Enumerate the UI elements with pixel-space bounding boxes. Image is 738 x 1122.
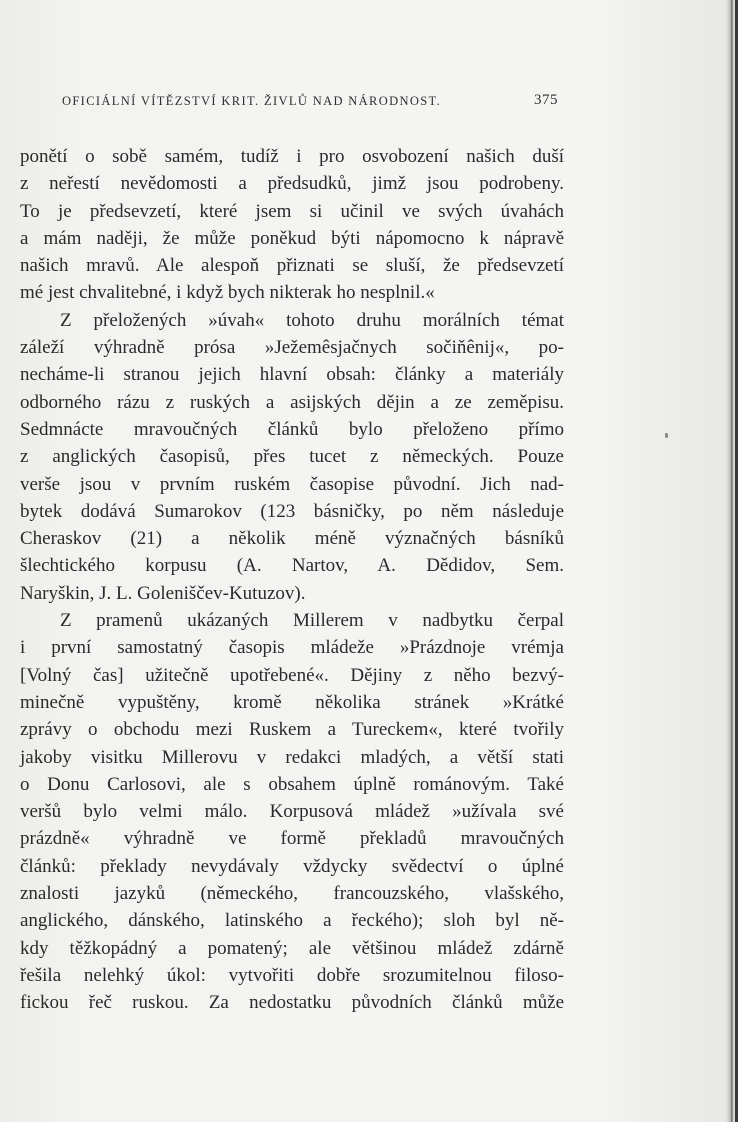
text-line: i první samostatný časopis mládeže »Prázdnoje vrémja (20, 637, 564, 659)
text-line: odborného rázu z ruských a asijských dějin a ze zeměpisu. (20, 391, 564, 413)
paragraph-start-line: Z přeložených »úvah« tohoto druhu morálních témat (60, 309, 564, 331)
text-line: anglického, dánského, latinského a řeckého); sloh byl ně- (20, 910, 564, 932)
text-line: bytek dodává Sumarokov (123 básničky, po něm následuje (20, 500, 564, 522)
text-line: znalosti jazyků (německého, francouzského, vlašského, (20, 883, 564, 905)
text-line: minečně vypuštěny, kromě několika stránek »Krátké (20, 691, 564, 713)
text-line: jakoby visitku Millerovu v redakci mladých, a větší stati (20, 746, 564, 768)
text-line: mé jest chvalitebné, i když bych nikterak ho nesplnil.« (20, 282, 435, 304)
text-line: našich mravů. Ale alespoň přiznati se sluší, že předsevzetí (20, 255, 564, 277)
text-line: fickou řeč ruskou. Za nedostatku původních článků může (20, 992, 564, 1014)
page-number: 375 (534, 92, 558, 108)
text-line: [Volný čas] užitečně upotřebené«. Dějiny z něho bezvý- (20, 664, 564, 686)
text-line: Sedmnácte mravoučných článků bylo přeloženo přímo (20, 418, 564, 440)
text-line: kdy těžkopádný a pomatený; ale většinou mládež zdárně (20, 937, 564, 959)
text-line: řešila nelehký úkol: vytvořiti dobře srozumitelnou filoso- (20, 964, 564, 986)
text-line: prázdně« výhradně ve formě překladů mravoučných (20, 828, 564, 850)
text-line: To je předsevzetí, které jsem si učinil ve svých úvahách (20, 200, 564, 222)
paper-speck (665, 433, 668, 438)
text-line: článků: překlady nevydávaly vždycky svědectví o úplné (20, 855, 564, 877)
text-line: ponětí o sobě samém, tudíž i pro osvobození našich duší (20, 146, 564, 167)
text-line: z neřestí nevědomosti a předsudků, jimž jsou podrobeny. (20, 173, 564, 195)
running-head (62, 94, 558, 114)
text-line: verše jsou v prvním ruském časopise původní. Jich nad- (20, 473, 564, 495)
text-line: veršů bylo velmi málo. Korpusová mládež »užívala své (20, 801, 564, 823)
text-line: Naryškin, J. L. Goleniščev-Kutuzov). (20, 582, 306, 604)
running-title: OFICIÁLNÍ VÍTĚZSTVÍ KRIT. ŽIVLŮ NAD NÁRODNOST. (62, 94, 442, 108)
text-line: záleží výhradně prósa »Ježemêsjačnych sočiňênij«, po- (20, 337, 564, 359)
text-line: a mám naději, že může poněkud býti nápomocno k nápravě (20, 227, 564, 249)
paragraph-start-line: Z pramenů ukázaných Millerem v nadbytku čerpal (60, 610, 564, 632)
text-line: necháme-li stranou jejich hlavní obsah: články a materiály (20, 364, 564, 386)
body-text (20, 143, 564, 1017)
text-line: zprávy o obchodu mezi Ruskem a Tureckem«, které tvořily (20, 719, 564, 741)
text-line: Cheraskov (21) a několik méně význačných básníků (20, 528, 564, 550)
text-line: o Donu Carlosovi, ale s obsahem úplně románovým. Také (20, 773, 564, 795)
text-line: z anglických časopisů, přes tucet z německých. Pouze (20, 446, 564, 468)
text-line: šlechtického korpusu (A. Nartov, A. Dědidov, Sem. (20, 555, 564, 577)
